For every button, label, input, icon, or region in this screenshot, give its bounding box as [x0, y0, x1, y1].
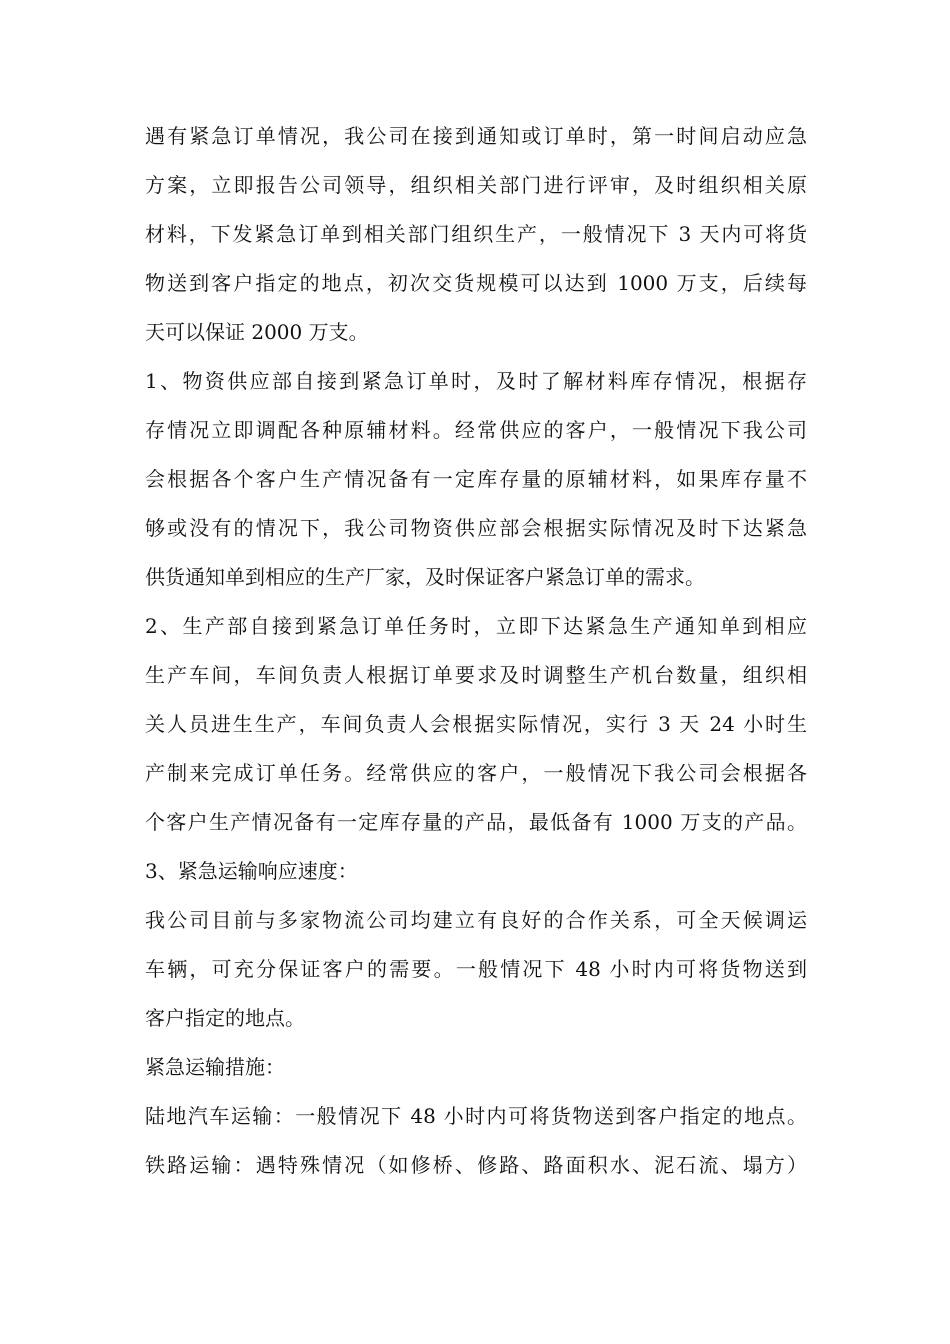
text-line: 个客户生产情况备有一定库存量的产品，最低备有 1000 万支的产品。	[145, 810, 807, 834]
text-line: 关人员进生生产，车间负责人会根据实际情况，实行 3 天 24 小时生	[145, 712, 807, 736]
text-line: 够或没有的情况下，我公司物资供应部会根据实际情况及时下达紧急	[145, 516, 807, 540]
section-heading: 3、紧急运输响应速度：	[145, 859, 358, 883]
text-line: 会根据各个客户生产情况备有一定库存量的原辅材料，如果库存量不	[145, 467, 807, 491]
text-line: 天可以保证 2000 万支。	[145, 320, 369, 344]
text-line: 2、生产部自接到紧急订单任务时，立即下达紧急生产通知单到相应	[145, 614, 807, 638]
text-line: 车辆，可充分保证客户的需要。一般情况下 48 小时内可将货物送到	[145, 957, 807, 981]
text-line: 铁路运输：遇特殊情况（如修桥、修路、路面积水、泥石流、塌方）	[145, 1153, 807, 1177]
text-line: 我公司目前与多家物流公司均建立有良好的合作关系，可全天候调运	[145, 908, 807, 932]
document-body	[145, 112, 807, 1190]
text-line: 1、物资供应部自接到紧急订单时，及时了解材料库存情况，根据存	[145, 369, 807, 393]
text-line: 产制来完成订单任务。经常供应的客户，一般情况下我公司会根据各	[145, 761, 807, 785]
text-line: 材料，下发紧急订单到相关部门组织生产，一般情况下 3 天内可将货	[145, 222, 807, 246]
text-line: 供货通知单到相应的生产厂家，及时保证客户紧急订单的需求。	[145, 565, 705, 589]
text-line: 存情况立即调配各种原辅材料。经常供应的客户，一般情况下我公司	[145, 418, 807, 442]
text-line: 物送到客户指定的地点，初次交货规模可以达到 1000 万支，后续每	[145, 271, 807, 295]
text-line: 生产车间，车间负责人根据订单要求及时调整生产机台数量，组织相	[145, 663, 807, 687]
text-line: 方案，立即报告公司领导，组织相关部门进行评审，及时组织相关原	[145, 173, 807, 197]
text-line: 遇有紧急订单情况，我公司在接到通知或订单时，第一时间启动应急	[145, 124, 807, 148]
section-heading: 紧急运输措施：	[145, 1055, 285, 1079]
text-line: 陆地汽车运输：一般情况下 48 小时内可将货物送到客户指定的地点。	[145, 1104, 807, 1128]
text-line: 客户指定的地点。	[145, 1006, 305, 1030]
